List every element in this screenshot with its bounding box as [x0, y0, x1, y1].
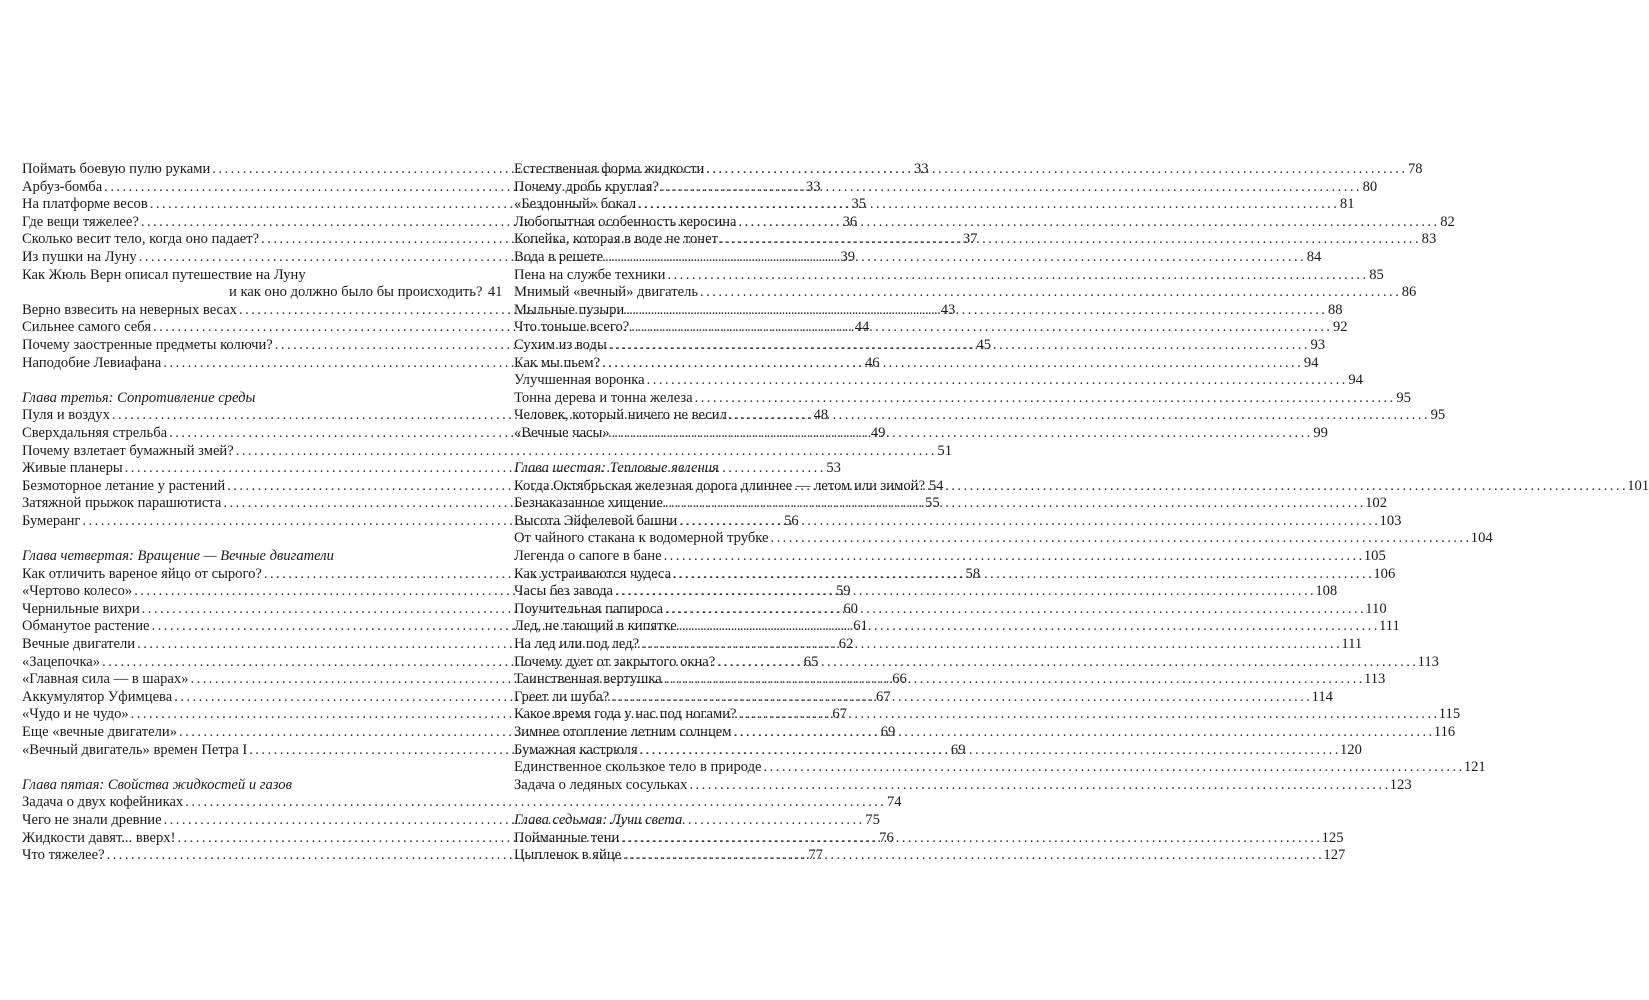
entry-title: Вечные двигатели: [22, 636, 136, 653]
entry-title: Безмоторное летание у растений: [22, 477, 226, 494]
dot-leader: [621, 830, 1319, 848]
toc-entry[interactable]: [514, 759, 1486, 777]
dot-leader: [729, 407, 1427, 425]
entry-title: Когда Октябрьская железная дорога длиннее — летом или зимой?: [514, 477, 925, 494]
page-number: 84: [1306, 248, 1322, 265]
entry-title: Из пушки на Луну: [22, 248, 137, 265]
entry-title: Поймать боевую пулю руками: [22, 161, 211, 177]
entry-title: Где вещи тяжелее?: [22, 213, 139, 230]
dot-leader: [611, 689, 1309, 707]
entry-title: Улучшенная воронка: [514, 372, 645, 389]
entry-title: Почему дует от закрытого окна?: [514, 653, 716, 670]
page-number: 93: [1310, 336, 1326, 353]
entry-title: «Бездонный» бокал: [514, 196, 637, 213]
page-number: 120: [1339, 741, 1362, 758]
chapter-heading: Глава седьмая: Лучи света: [514, 811, 683, 828]
entry-title: Зимнее отопление летним солнцем: [514, 724, 732, 740]
entry-title: Задача о двух кофейниках: [22, 794, 184, 811]
dot-leader: [689, 777, 1387, 795]
page-number: 67: [875, 688, 891, 705]
entry-title: Вода в решете: [514, 248, 604, 265]
toc-entry[interactable]: [514, 565, 1396, 584]
page-number: 39: [840, 248, 856, 265]
toc-entry[interactable]: [514, 829, 1344, 848]
page-number: 94: [1348, 372, 1363, 389]
entry-title: Высота Эйфелевой башни: [514, 512, 678, 529]
dot-leader: [706, 161, 1404, 179]
toc-entry-first-line[interactable]: [22, 267, 483, 285]
toc-entry[interactable]: [514, 424, 1328, 443]
page-number: 60: [843, 600, 858, 617]
entry-title: Поучительная папироса: [514, 600, 663, 617]
dot-leader: [679, 513, 1377, 531]
page-number: 94: [1303, 354, 1319, 371]
entry-title: Таинственная вертушка: [514, 671, 662, 688]
toc-entry[interactable]: [514, 178, 1378, 197]
toc-entry[interactable]: [514, 741, 1362, 760]
toc-entry[interactable]: [514, 284, 1417, 302]
dot-leader: [720, 231, 1418, 249]
page-number: 82: [1440, 213, 1455, 230]
page-number: 85: [1369, 266, 1384, 283]
entry-title: Пена на службе техники: [514, 266, 666, 283]
entry-title: Чего не знали древние: [22, 811, 162, 828]
page-number: 76: [879, 829, 894, 846]
page-number: 123: [1389, 776, 1412, 793]
entry-title: Пуля и воздух: [22, 407, 110, 424]
toc-entry[interactable]: [514, 512, 1402, 531]
entry-title: Еще «вечные двигатели»: [22, 724, 178, 740]
page-number: 33: [805, 178, 821, 195]
toc-entry[interactable]: [514, 724, 1456, 742]
page-number: 88: [1327, 301, 1343, 318]
entry-title: Задача о ледяных сосульках: [514, 776, 688, 793]
entry-title: Человек, который ничего не весил: [514, 407, 727, 424]
entry-title: Арбуз-бомба: [22, 178, 103, 195]
toc-entry[interactable]: [514, 266, 1384, 285]
entry-title: Как отличить вареное яйцо от сырого?: [22, 565, 262, 582]
entry-title: Любопытная особенность керосина: [514, 213, 737, 230]
toc-section-chapter-6: [514, 460, 1649, 794]
entry-title: Почему дробь круглая?: [514, 178, 659, 195]
page-number: 65: [803, 653, 819, 670]
page-number: 41: [487, 284, 503, 301]
dot-leader: [770, 530, 1468, 548]
entry-title: Греет ли шуба?: [514, 688, 610, 705]
dot-leader: [664, 548, 1362, 566]
page-number: 59: [835, 583, 851, 600]
page-number: 49: [870, 424, 886, 441]
toc-entry[interactable]: [514, 495, 1388, 513]
page-number: 78: [1408, 161, 1423, 177]
entry-title: Обманутое растение: [22, 618, 150, 635]
page-number: 77: [808, 847, 823, 864]
entry-title: Легенда о сапоге в бане: [514, 548, 662, 565]
page-number: 105: [1363, 548, 1386, 565]
page-number: 111: [1341, 636, 1363, 653]
dot-leader: [673, 566, 1371, 584]
page-number: 61: [853, 618, 868, 635]
dot-leader: [612, 425, 1310, 443]
page-number: 69: [880, 724, 896, 740]
entry-title: Копейка, которая в воде не тонет: [514, 231, 718, 248]
entry-title: Что тоньше всего?: [514, 319, 630, 336]
page-number: 80: [1362, 178, 1378, 195]
entry-title: Лед, не тающий в кипятке: [514, 618, 677, 635]
toc-entry[interactable]: [22, 284, 503, 302]
page-number: 103: [1379, 512, 1402, 529]
toc-entry[interactable]: [514, 548, 1386, 566]
dot-leader: [695, 390, 1393, 408]
entry-title: Мыльные пузыри: [514, 301, 625, 318]
page-number: 116: [1433, 724, 1456, 740]
dot-leader: [664, 671, 1362, 689]
page-number: 95: [1430, 407, 1446, 424]
page-number: 43: [940, 301, 956, 318]
toc-entry[interactable]: [514, 636, 1363, 654]
entry-title: Как Жюль Верн описал путешествие на Луну: [22, 266, 306, 283]
entry-title: Сверхдальняя стрельба: [22, 424, 168, 441]
entry-title: Аккумулятор Уфимцева: [22, 688, 173, 705]
page-number: 101: [1627, 477, 1649, 494]
chapter-heading: Глава пятая: Свойства жидкостей и газов: [22, 776, 292, 793]
toc-entry[interactable]: [514, 618, 1400, 636]
page-number: 92: [1332, 319, 1348, 336]
toc-entry[interactable]: [514, 583, 1338, 601]
toc-entry[interactable]: [514, 319, 1348, 337]
page-number: 46: [864, 354, 880, 371]
entry-title: Почему взлетает бумажный змей?: [22, 442, 234, 459]
dot-leader: [609, 337, 1307, 355]
page-number: 44: [854, 319, 870, 336]
entry-title: «Главная сила — в шарах»: [22, 671, 189, 688]
entry-title: Наподобие Левиафана: [22, 354, 162, 371]
dot-leader: [764, 759, 1462, 777]
toc-section-chapter-7: [514, 811, 1346, 865]
chapter-heading: Глава четвертая: Вращение — Вечные двигатели: [22, 548, 334, 565]
entry-title: Цыпленок в яйце: [514, 847, 622, 864]
entry-title: Бумеранг: [22, 512, 81, 529]
toc-entry[interactable]: [514, 372, 1363, 390]
dot-leader: [640, 742, 1338, 760]
dot-leader: [734, 724, 1432, 742]
entry-title: Что тяжелее?: [22, 847, 105, 864]
toc-entry[interactable]: [514, 161, 1423, 179]
entry-title: Естественная форма жидкости: [514, 161, 705, 177]
page-number: 125: [1321, 829, 1344, 846]
toc-entry[interactable]: [514, 653, 1439, 672]
page-number: 67: [832, 706, 847, 723]
toc-entry[interactable]: [514, 213, 1455, 232]
toc-entry[interactable]: [514, 847, 1346, 865]
chapter-heading: Глава третья: Сопротивление среды: [22, 389, 256, 406]
section-gap: [22, 530, 483, 548]
entry-title: Затяжной прыжок парашютиста: [22, 495, 222, 512]
dot-leader: [638, 196, 1336, 214]
toc-entry[interactable]: [514, 231, 1437, 249]
section-gap: [22, 372, 483, 390]
dot-leader: [647, 372, 1345, 390]
dot-leader: [605, 249, 1303, 267]
page-number: 99: [1313, 424, 1328, 441]
entry-title: Мнимый «вечный» двигатель: [514, 284, 699, 301]
dot-leader: [641, 636, 1339, 654]
entry-title: От чайного стакана к водомерной трубке: [514, 530, 769, 547]
toc-entry[interactable]: [514, 407, 1446, 425]
entry-title: «Вечный двигатель» времен Петра I: [22, 741, 248, 758]
entry-title: Чернильные вихри: [22, 600, 140, 617]
entry-title: Почему заостренные предметы колючи?: [22, 336, 273, 353]
entry-title: Бумажная кастрюля: [514, 741, 638, 758]
dot-leader: [700, 284, 1398, 302]
entry-title: Какое время года у нас под ногами?: [514, 706, 737, 723]
page-number: 56: [784, 512, 799, 529]
toc-entry[interactable]: [514, 301, 1343, 320]
entry-title: Сильнее самого себя: [22, 319, 152, 336]
toc-entry[interactable]: [514, 706, 1461, 724]
section-gap: [514, 443, 975, 461]
page-number: 33: [913, 161, 929, 177]
dot-leader: [667, 267, 1365, 285]
entry-title: Жидкости давят... вверх!: [22, 829, 176, 846]
dot-leader: [602, 355, 1300, 373]
toc-entry[interactable]: [514, 688, 1333, 707]
toc-entry[interactable]: [514, 354, 1319, 373]
dot-leader: [927, 478, 1625, 496]
page-number: 95: [1396, 389, 1411, 406]
dot-leader: [631, 319, 1329, 337]
page-number: 113: [1364, 671, 1386, 688]
dot-leader: [665, 495, 1363, 513]
page-number: 48: [813, 407, 829, 424]
dot-leader: [717, 654, 1415, 672]
entry-title: «Вечные часы»: [514, 424, 610, 441]
page-number: 53: [826, 460, 841, 477]
toc-entry[interactable]: [514, 196, 1355, 214]
entry-title: Сколько весит тело, когда оно падает?: [22, 231, 260, 248]
dot-leader: [661, 179, 1359, 197]
entry-title: Безнаказанное хищение: [514, 495, 663, 512]
entry-title: Верно взвесить на неверных весах: [22, 301, 237, 318]
dot-leader: [626, 302, 1324, 320]
entry-title: Пойманные тени: [514, 829, 620, 846]
page-number: 45: [976, 336, 992, 353]
page-number: 127: [1323, 847, 1346, 864]
entry-title: Тонна дерева и тонна железа: [514, 389, 693, 406]
toc-entry[interactable]: [514, 530, 1493, 548]
entry-title: На платформе весов: [22, 196, 148, 213]
page-number: 75: [865, 811, 880, 828]
dot-leader: [679, 618, 1377, 636]
page-number: 121: [1463, 759, 1486, 776]
page-number: 86: [1401, 284, 1417, 301]
page-number: 115: [1438, 706, 1461, 723]
page-number: 37: [962, 231, 978, 248]
section-gap: [22, 759, 483, 777]
page-number: 104: [1470, 530, 1493, 547]
page-number: 58: [965, 565, 981, 582]
page-number: 66: [892, 671, 907, 688]
page-number: 111: [1379, 618, 1400, 635]
entry-title-continued: и как оно должно было бы происходить?: [229, 284, 483, 301]
page-number: 81: [1339, 196, 1355, 213]
toc-entry[interactable]: [514, 671, 1386, 689]
entry-title: Единственное скользкое тело в природе: [514, 759, 762, 776]
toc-entry[interactable]: [514, 248, 1322, 267]
page-number: 51: [937, 442, 953, 459]
toc-entry[interactable]: [22, 794, 902, 812]
entry-title: Живые планеры: [22, 460, 123, 477]
toc-entry[interactable]: [22, 442, 953, 461]
page-number: 110: [1365, 600, 1387, 617]
page-number: 69: [950, 741, 966, 758]
page-number: 102: [1365, 495, 1388, 512]
dot-leader: [738, 214, 1436, 232]
toc-entry[interactable]: [514, 389, 1411, 408]
dot-leader: [665, 601, 1363, 619]
page-number: 113: [1417, 653, 1439, 670]
page-number: 36: [842, 213, 858, 230]
page-number: 62: [838, 636, 854, 653]
entry-title: Часы без завода: [514, 583, 614, 600]
entry-title: Как мы пьем?: [514, 354, 601, 371]
page-number: 55: [925, 495, 940, 512]
chapter-heading: Глава шестая: Тепловые явления: [514, 460, 719, 477]
page-number: 108: [1315, 583, 1338, 600]
page-number: 35: [851, 196, 867, 213]
section-gap: [514, 794, 975, 812]
toc-entry[interactable]: [514, 776, 1412, 795]
dot-leader: [739, 706, 1437, 724]
entry-title: Сухим из воды: [514, 336, 607, 353]
toc-entry[interactable]: [514, 600, 1387, 619]
entry-title: Как устраиваются чудеса: [514, 565, 672, 582]
entry-title: «Чудо и не чудо»: [22, 706, 129, 723]
page-number: 54: [928, 477, 944, 494]
page-number: 106: [1373, 565, 1396, 582]
page-number: 114: [1311, 688, 1333, 705]
entry-title: На лед или под лед?: [514, 636, 640, 653]
page-number: 83: [1421, 231, 1437, 248]
entry-title: «Зацепочка»: [22, 653, 101, 670]
entry-title: «Чертово колесо»: [22, 583, 133, 600]
toc-entry[interactable]: [514, 477, 1649, 496]
page-number: 74: [886, 794, 902, 811]
dot-leader: [615, 583, 1313, 601]
dot-leader: [623, 847, 1321, 865]
